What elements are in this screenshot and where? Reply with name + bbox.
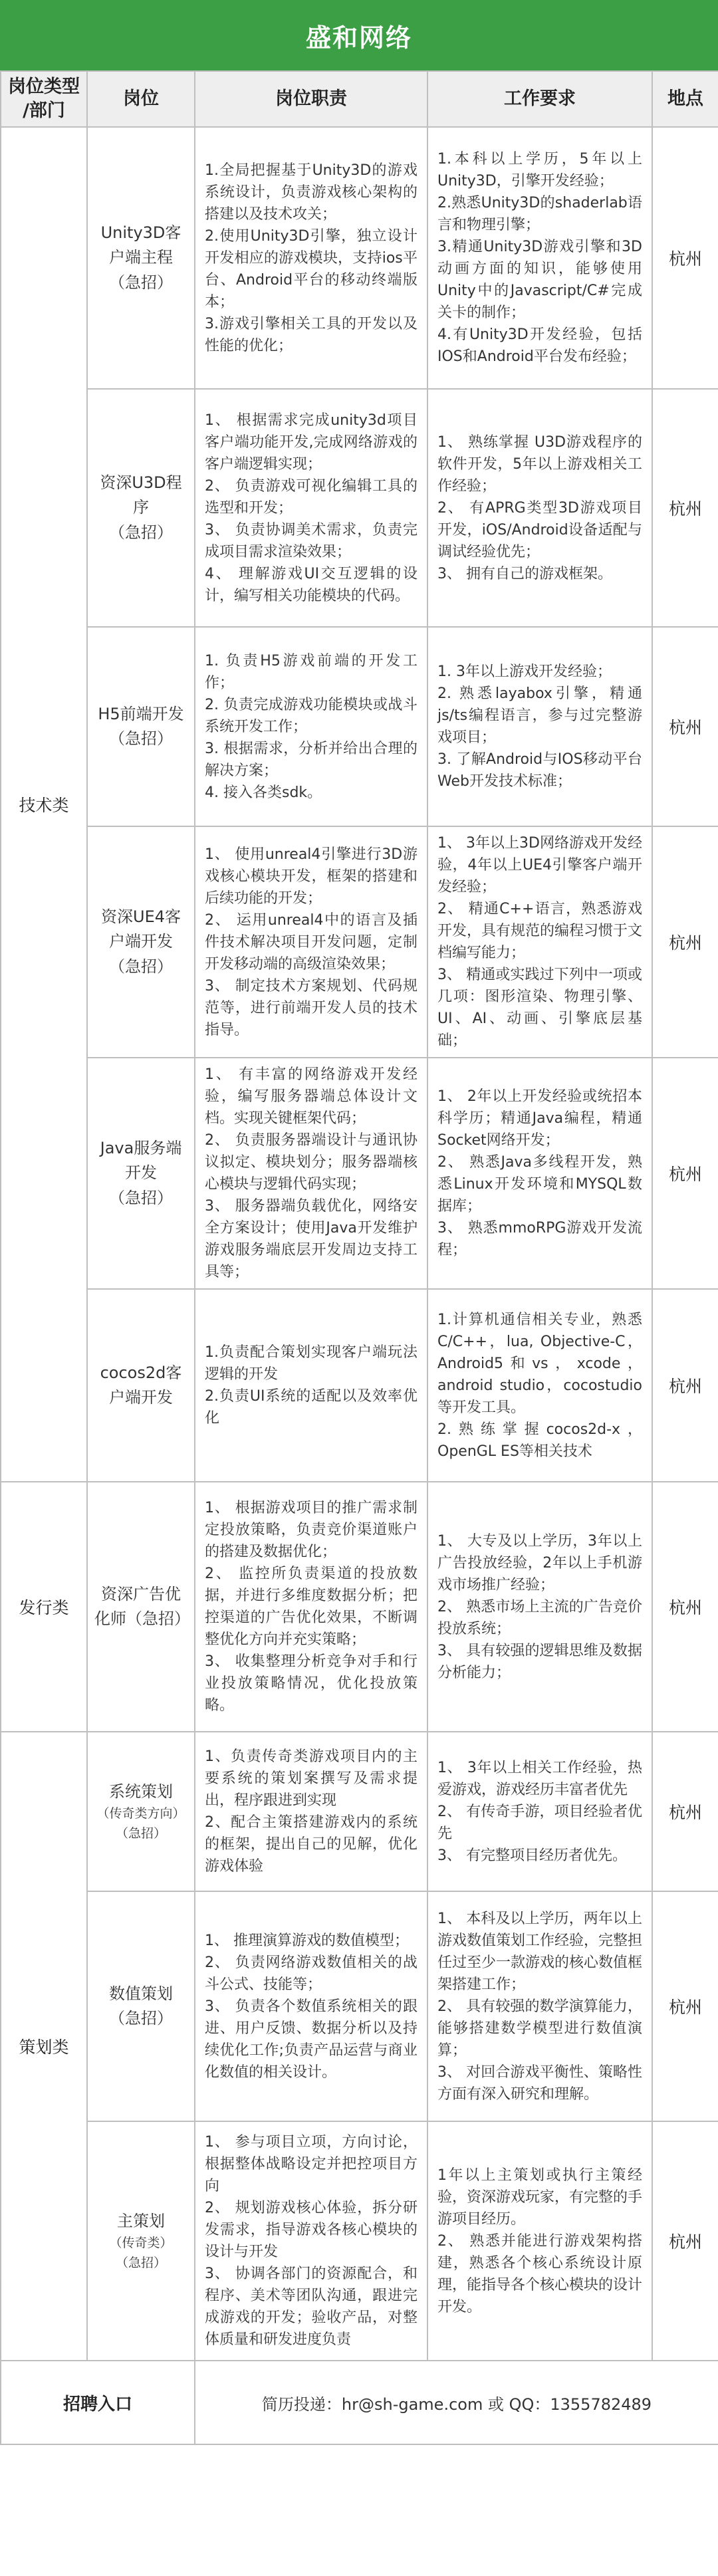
job-duties: 1、 根据游戏项目的推广需求制定投放策略，负责竞价渠道账户的搭建及数据优化； 2、 监控所负责渠道的投放数据，并进行多维度数据分析；把控渠道的广告优化效果，不断调整优化方向并充实策略； 3、 收集整理分析竞争对手和行业投放策略情况，优化投放策略。: [195, 1482, 427, 1732]
job-duties: 1、 根据需求完成unity3d项目客户端功能开发,完成网络游戏的客户端逻辑实现； 2、 负责游戏可视化编辑工具的选型和开发； 3、 负责协调美术需求，负责完成项目需求渲染效果； 4、 理解游戏UI交互逻辑的设计，编写相关功能模块的代码。: [195, 389, 427, 627]
header-position: 岗位: [87, 71, 195, 127]
header-requirements: 工作要求: [427, 71, 652, 127]
recruit-contact: [195, 2361, 718, 2444]
job-requirements: 1、 大专及以上学历，3年以上广告投放经验，2年以上手机游戏市场推广经验； 2、 熟悉市场上主流的广告竞价投放系统； 3、 具有较强的逻辑思维及数据分析能力；: [427, 1482, 652, 1732]
table-row: [1, 1891, 718, 2121]
job-position: cocos2d客户端开发: [87, 1289, 195, 1482]
recruit-entry-label: 招聘入口: [1, 2361, 195, 2444]
footer-row: [1, 2361, 718, 2444]
job-location: 杭州: [652, 1891, 718, 2121]
job-location: 杭州: [652, 1732, 718, 1891]
category-tech: 技术类: [1, 127, 87, 1482]
job-location: 杭州: [652, 1058, 718, 1289]
job-position: [87, 1732, 195, 1891]
table-header-row: [1, 71, 718, 127]
job-location: 杭州: [652, 1289, 718, 1482]
job-duties: 1. 负责H5游戏前端的开发工作； 2. 负责完成游戏功能模块或战斗系统开发工作； 3. 根据需求，分析并给出合理的解决方案； 4. 接入各类sdk。: [195, 627, 427, 826]
job-duties: 1、 有丰富的网络游戏开发经验，编写服务器端总体设计文档。实现关键框架代码； 2、 负责服务器端设计与通讯协议拟定、模块划分；服务器端核心模块与逻辑代码实现； 3、 服务器端负载优化，网络安全方案设计；使用Java开发维护游戏服务端底层开发周边支持工具等；: [195, 1058, 427, 1289]
category-publish: 发行类: [1, 1482, 87, 1732]
table-row: [1, 1058, 718, 1289]
table-row: [1, 1482, 718, 1732]
job-location: 杭州: [652, 2121, 718, 2361]
job-requirements: 1、 2年以上开发经验或统招本科学历；精通Java编程，精通Socket网络开发； 2、 熟悉Java多线程开发，熟悉Linux开发环境和MYSQL数据库； 3、 熟悉mmoRPG游戏开发流程；: [427, 1058, 652, 1289]
job-location: 杭州: [652, 1482, 718, 1732]
job-duties: 1、 推理演算游戏的数值模型； 2、 负责网络游戏数值相关的战斗公式、技能等； 3、 负责各个数值系统相关的跟进、用户反馈、数据分析以及持续优化工作;负责产品运营与商业化数值的相关设计。: [195, 1891, 427, 2121]
job-position: 资深UE4客户端开发 （急招）: [87, 826, 195, 1058]
category-design: 策划类: [1, 1732, 87, 2361]
job-position: Unity3D客户端主程 （急招）: [87, 127, 195, 389]
job-position-title: 系统策划: [109, 1782, 173, 1801]
job-duties: 1.负责配合策划实现客户端玩法逻辑的开发 2.负责UI系统的适配以及效率优化: [195, 1289, 427, 1482]
job-requirements: 1、 3年以上相关工作经验，热爱游戏，游戏经历丰富者优先 2、 有传奇手游，项目经验者优先 3、 有完整项目经历者优先。: [427, 1732, 652, 1891]
job-requirements: 1. 3年以上游戏开发经验； 2. 熟悉layabox引擎，精通js/ts编程语言，参与过完整游戏项目； 3. 了解Android与IOS移动平台Web开发技术标准；: [427, 627, 652, 826]
job-duties: 1、负责传奇类游戏项目内的主要系统的策划案撰写及需求提出，程序跟进到实现 2、配合主策搭建游戏内的系统的框架，提出自己的见解，优化游戏体验: [195, 1732, 427, 1891]
job-location: 杭州: [652, 127, 718, 389]
job-position-subtitle: （传奇类） （急招）: [109, 2236, 173, 2270]
job-duties: 1、 参与项目立项，方向讨论，根据整体战略设定并把控项目方向 2、 规划游戏核心体验，拆分研发需求，指导游戏各核心模块的设计与开发 3、 协调各部门的资源配合，和程序、美术等团队沟通，跟进完成游戏的开发；验收产品，对整体质量和研发进度负责: [195, 2121, 427, 2361]
job-duties: 1.全局把握基于Unity3D的游戏系统设计，负责游戏核心架构的搭建以及技术攻关； 2.使用Unity3D引擎，独立设计开发相应的游戏模块，支持ios平台、Android平台的移动终端版本； 3.游戏引擎相关工具的开发以及性能的优化；: [195, 127, 427, 389]
contact-text[interactable]: 简历投递：hr@sh-game.com 或 QQ：1355782489: [261, 2395, 652, 2414]
job-location: 杭州: [652, 389, 718, 627]
job-requirements: 1.本科以上学历，5年以上Unity3D，引擎开发经验； 2.熟悉Unity3D的shaderlab语言和物理引擎； 3.精通Unity3D游戏引擎和3D动画方面的知识，能够使用Unity中的Javascript/C#完成关卡的制作； 4.有Unity3D开发经验，包括IOS和Android平台发布经验；: [427, 127, 652, 389]
table-row: [1, 2121, 718, 2361]
job-requirements: 1、 熟练掌握 U3D游戏程序的软件开发，5年以上游戏相关工作经验； 2、 有APRG类型3D游戏项目开发，iOS/Android设备适配与调试经验优先； 3、 拥有自己的游戏框架。: [427, 389, 652, 627]
job-requirements: 1年以上主策划或执行主策经验，资深游戏玩家，有完整的手游项目经历。 2、 熟悉并能进行游戏架构搭建，熟悉各个核心系统设计原理，能指导各个核心模块的设计开发。: [427, 2121, 652, 2361]
header-duties: 岗位职责: [195, 71, 427, 127]
table-row: [1, 127, 718, 389]
job-position-title: 主策划: [117, 2211, 165, 2230]
table-row: [1, 389, 718, 627]
table-row: [1, 826, 718, 1058]
job-location: 杭州: [652, 826, 718, 1058]
job-duties: 1、 使用unreal4引擎进行3D游戏核心模块开发，框架的搭建和后续功能的开发； 2、 运用unreal4中的语言及插件技术解决项目开发问题，定制开发移动端的高级渲染效果； 3、 制定技术方案规划、代码规范等，进行前端开发人员的技术指导。: [195, 826, 427, 1058]
job-position: H5前端开发 （急招）: [87, 627, 195, 826]
job-position: [87, 2121, 195, 2361]
job-requirements: 1、 3年以上3D网络游戏开发经验，4年以上UE4引擎客户端开发经验； 2、 精通C++语言，熟悉游戏开发，具有规范的编程习惯于文档编写能力； 3、 精通或实践过下列中一项或几项：图形渲染、物理引擎、UI、AI、动画、引擎底层基础；: [427, 826, 652, 1058]
header-location: 地点: [652, 71, 718, 127]
job-position: Java服务端开发 （急招）: [87, 1058, 195, 1289]
table-row: [1, 1289, 718, 1482]
header-category: 岗位类型 /部门: [1, 71, 87, 127]
table-row: [1, 1732, 718, 1891]
job-position: 数值策划 （急招）: [87, 1891, 195, 2121]
job-position: 资深广告优化师（急招）: [87, 1482, 195, 1732]
job-requirements: 1.计算机通信相关专业，熟悉C/C++，lua, Objective-C，Android5和vs，xcode，android studio，cocostudio等开发工具。 2.熟练掌握cocos2d-x，OpenGL ES等相关技术: [427, 1289, 652, 1482]
job-location: 杭州: [652, 627, 718, 826]
job-table: [0, 70, 718, 2445]
company-title: 盛和网络: [0, 0, 718, 70]
job-position: 资深U3D程序 （急招）: [87, 389, 195, 627]
table-row: [1, 627, 718, 826]
job-requirements: 1、 本科及以上学历，两年以上游戏数值策划工作经验，完整担任过至少一款游戏的核心数值框架搭建工作； 2、 具有较强的数学演算能力，能够搭建数学模型进行数值演算； 3、 对回合游戏平衡性、策略性方面有深入研究和理解。: [427, 1891, 652, 2121]
job-position-subtitle: （传奇类方向） （急招）: [96, 1806, 185, 1841]
